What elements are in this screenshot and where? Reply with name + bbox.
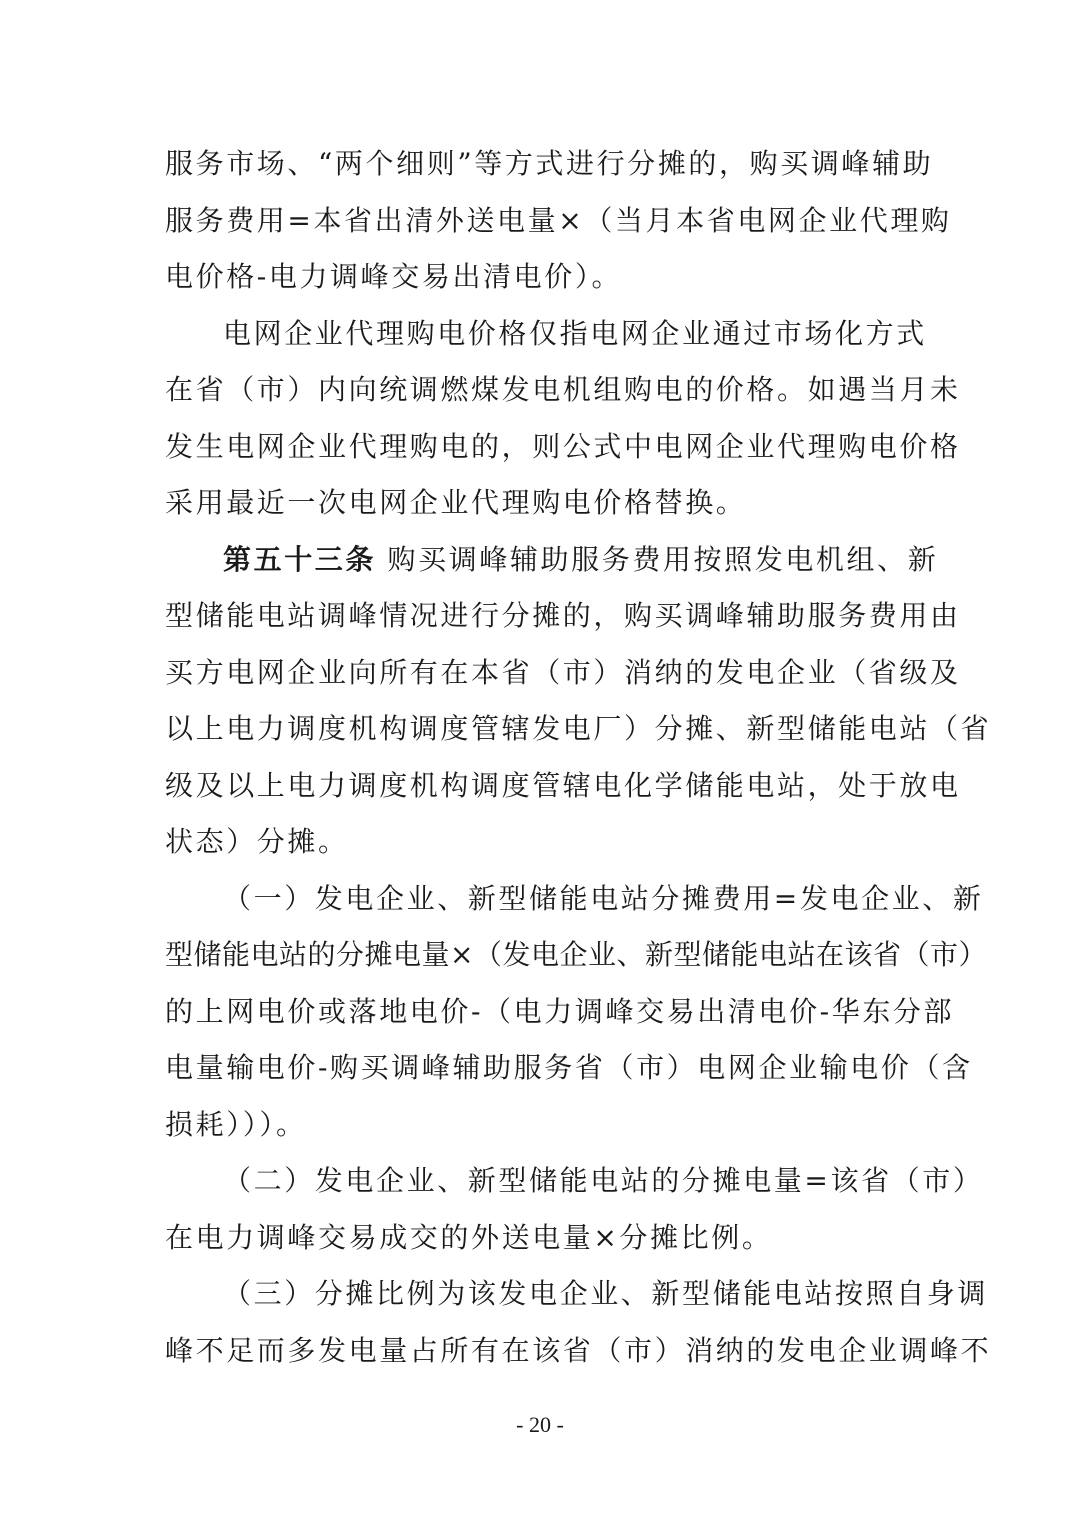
- paragraph-article-53: [165, 532, 992, 871]
- paragraph-item-2: [165, 1153, 984, 1266]
- text-line: 在省（市）内向统调燃煤发电机组购电的价格。如遇当月未: [165, 373, 961, 406]
- text-line: 在电力调峰交易成交的外送电量×分摊比例。: [165, 1220, 773, 1254]
- text-line: 峰不足而多发电量占所有在该省（市）消纳的发电企业调峰不: [165, 1333, 992, 1367]
- paragraph-2: [165, 306, 961, 532]
- text-line: 服务市场、“两个细则”等方式进行分摊的，购买调峰辅助: [165, 147, 934, 180]
- paragraph-item-3: [165, 1266, 992, 1379]
- text-line: 型储能电站的分摊电量×（发电企业、新型储能电站在该省（市）: [165, 938, 987, 971]
- text-line: （二）发电企业、新型储能电站的分摊电量=该省（市）: [223, 1164, 984, 1197]
- text-line: 电价格-电力调峰交易出清电价）。: [165, 260, 623, 293]
- text-line: （三）分摊比例为该发电企业、新型储能电站按照自身调: [223, 1277, 989, 1310]
- paragraph-1: [165, 136, 952, 306]
- text-line: 采用最近一次电网企业代理购电价格替换。: [165, 486, 747, 519]
- paragraph-item-1: [165, 871, 987, 1154]
- text-line: 电量输电价-购买调峰辅助服务省（市）电网企业输电价（含: [165, 1051, 973, 1084]
- text-line: 状态）分摊。: [165, 825, 349, 858]
- page-number: - 20 -: [516, 1412, 564, 1437]
- text-line: 型储能电站调峰情况进行分摊的，购买调峰辅助服务费用由: [165, 599, 961, 632]
- text-line: 发生电网企业代理购电的，则公式中电网企业代理购电价格: [165, 429, 961, 463]
- text-line: 电网企业代理购电价格仅指电网企业通过市场化方式: [223, 316, 927, 350]
- text-line: [165, 532, 939, 589]
- body-text: [165, 136, 992, 1379]
- text-line: 服务费用=本省出清外送电量×（当月本省电网企业代理购: [165, 203, 952, 237]
- text-line: 级及以上电力调度机构调度管辖电化学储能电站，处于放电: [165, 768, 961, 802]
- article-heading: 第五十三条: [223, 542, 377, 576]
- text-line: （一）发电企业、新型储能电站分摊费用=发电企业、新: [223, 881, 984, 915]
- text-line: 以上电力调度机构调度管辖发电厂）分摊、新型储能电站（省: [165, 712, 992, 745]
- text-line: 损耗）））。: [165, 1107, 307, 1141]
- text-line: 的上网电价或落地电价-（电力调峰交易出清电价-华东分部: [165, 994, 955, 1028]
- text-line: 买方电网企业向所有在本省（市）消纳的发电企业（省级及: [165, 655, 961, 689]
- article-first-line: 购买调峰辅助服务费用按照发电机组、新: [376, 542, 939, 576]
